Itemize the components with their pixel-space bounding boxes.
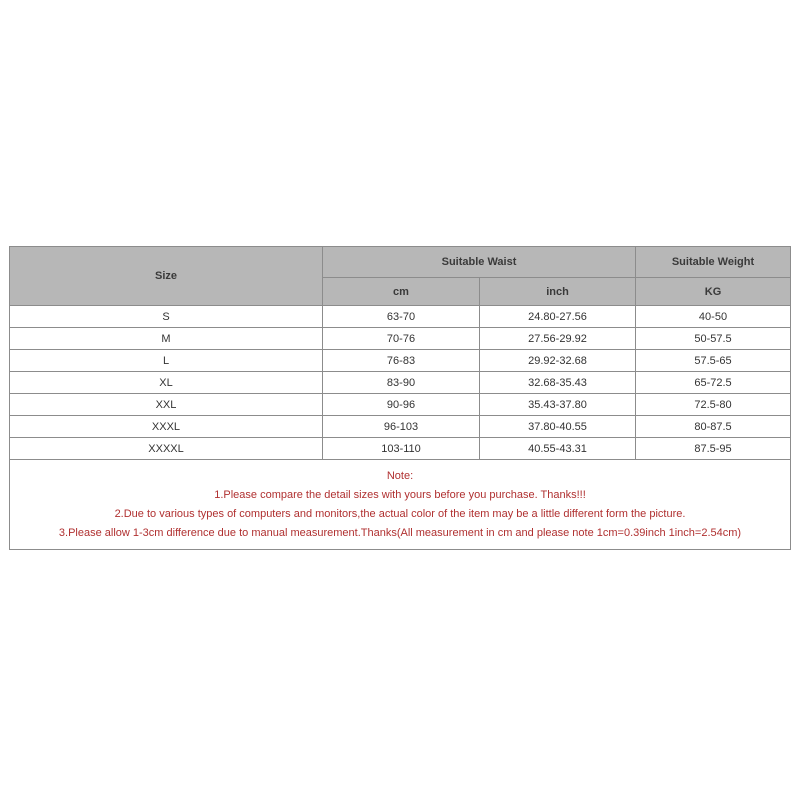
note-line-1: 1.Please compare the detail sizes with yours before you purchase. Thanks!!! <box>214 488 586 501</box>
cm-cell: 90-96 <box>323 394 480 416</box>
table-row <box>10 328 791 350</box>
size-cell: XXL <box>10 394 323 416</box>
cm-cell: 63-70 <box>323 306 480 328</box>
table-row <box>10 438 791 460</box>
cm-cell: 96-103 <box>323 416 480 438</box>
table-row <box>10 416 791 438</box>
weight-header: Suitable Weight <box>636 247 791 278</box>
inch-cell: 29.92-32.68 <box>480 350 636 372</box>
header-row-1 <box>10 247 791 278</box>
cm-cell: 83-90 <box>323 372 480 394</box>
inch-header: inch <box>480 278 636 306</box>
table-row <box>10 372 791 394</box>
cm-cell: 103-110 <box>323 438 480 460</box>
note-title: Note: <box>386 469 414 482</box>
kg-cell: 50-57.5 <box>636 328 791 350</box>
cm-cell: 70-76 <box>323 328 480 350</box>
size-cell: M <box>10 328 323 350</box>
kg-cell: 80-87.5 <box>636 416 791 438</box>
kg-header: KG <box>636 278 791 306</box>
table-row <box>10 394 791 416</box>
inch-cell: 27.56-29.92 <box>480 328 636 350</box>
inch-cell: 40.55-43.31 <box>480 438 636 460</box>
size-cell: L <box>10 350 323 372</box>
size-cell: XL <box>10 372 323 394</box>
waist-header: Suitable Waist <box>323 247 636 278</box>
size-cell: S <box>10 306 323 328</box>
kg-cell: 87.5-95 <box>636 438 791 460</box>
inch-cell: 32.68-35.43 <box>480 372 636 394</box>
note-line-2: 2.Due to various types of computers and monitors,the actual color of the item may be a little different form the picture. <box>114 507 686 520</box>
note-line-3: 3.Please allow 1-3cm difference due to manual measurement.Thanks(All measurement in cm and please note 1cm=0.39inch 1inch=2.54cm) <box>58 526 742 539</box>
note-cell <box>10 460 791 550</box>
cm-cell: 76-83 <box>323 350 480 372</box>
size-cell: XXXL <box>10 416 323 438</box>
kg-cell: 40-50 <box>636 306 791 328</box>
kg-cell: 57.5-65 <box>636 350 791 372</box>
size-table <box>9 246 791 550</box>
inch-cell: 24.80-27.56 <box>480 306 636 328</box>
inch-cell: 35.43-37.80 <box>480 394 636 416</box>
note-row <box>10 460 791 550</box>
inch-cell: 37.80-40.55 <box>480 416 636 438</box>
cm-header: cm <box>323 278 480 306</box>
table-row <box>10 350 791 372</box>
kg-cell: 65-72.5 <box>636 372 791 394</box>
kg-cell: 72.5-80 <box>636 394 791 416</box>
size-header: Size <box>10 247 323 306</box>
size-chart <box>9 246 790 550</box>
table-row <box>10 306 791 328</box>
size-cell: XXXXL <box>10 438 323 460</box>
